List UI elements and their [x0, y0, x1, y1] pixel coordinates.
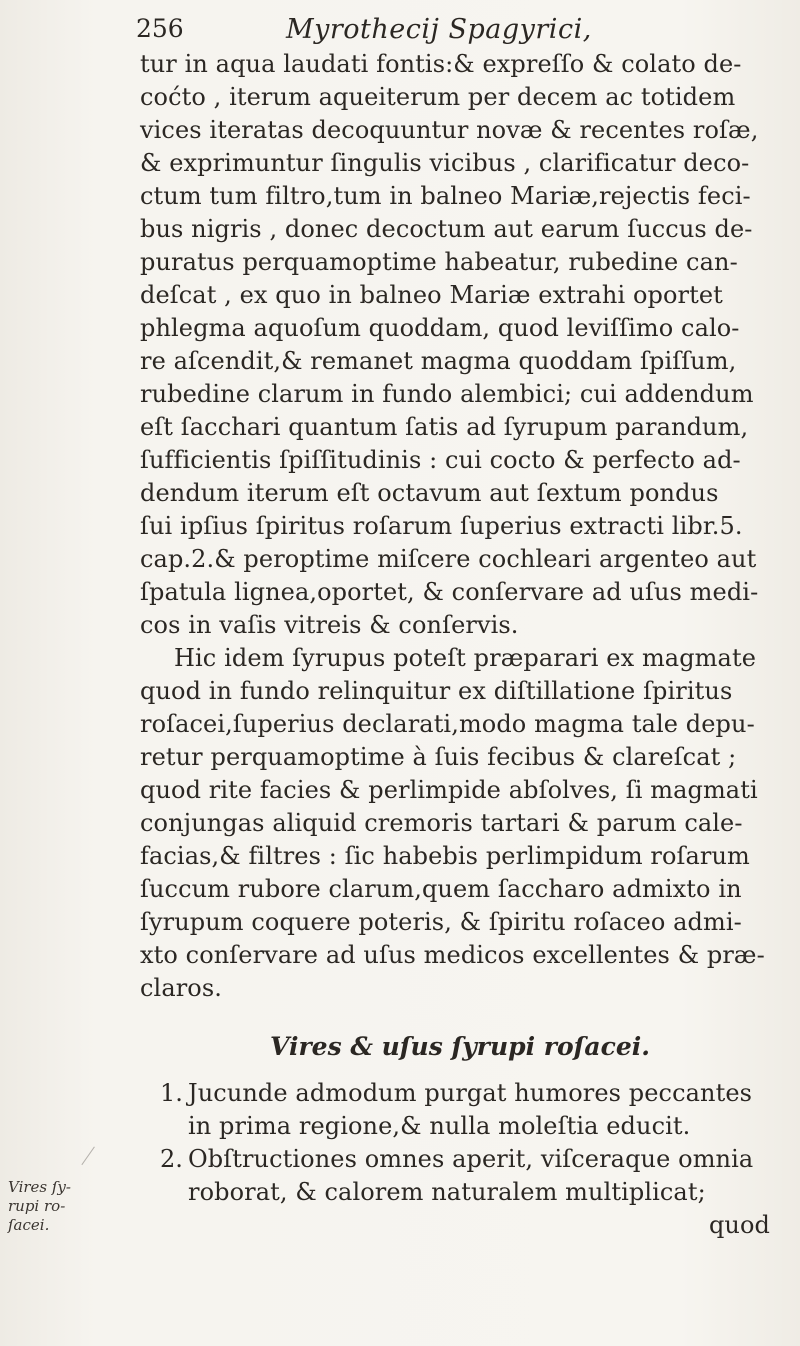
text-line: xto conſervare ad uſus medicos excellentes & præ- — [140, 941, 765, 969]
page-number: 256 — [136, 14, 184, 43]
text-line: Jucunde admodum purgat humores peccantes — [188, 1079, 753, 1107]
text-line: roſacei,ſuperius declarati,modo magma tale depu- — [140, 710, 755, 738]
text-line: bus nigris , donec decoctum aut earum ſuccus de- — [140, 215, 753, 243]
margin-note — [8, 1178, 78, 1235]
text-line: ſpatula lignea,oportet, & conſervare ad uſus medi- — [140, 578, 759, 606]
list-number: 2. — [160, 1145, 183, 1173]
text-line: cos in vaſis vitreis & conſervis. — [140, 611, 519, 639]
text-line: tur in aqua laudati fontis:& expreſſo & colato de- — [140, 50, 742, 78]
text-line: vices iteratas decoquuntur novæ & recentes roſæ, — [140, 116, 759, 144]
catchword: quod — [708, 1211, 770, 1239]
list-item — [140, 1143, 780, 1209]
text-line: eſt ſacchari quantum ſatis ad ſyrupum parandum, — [140, 413, 749, 441]
list-item — [140, 1077, 780, 1143]
text-line: Obſtructiones omnes aperit, viſceraque omnia — [188, 1145, 754, 1173]
text-line: roborat, & calorem naturalem multiplicat; — [188, 1178, 706, 1206]
text-line: facias,& filtres : ſic habebis perlimpidum roſarum — [140, 842, 750, 870]
text-line: conjungas aliquid cremoris tartari & parum cale- — [140, 809, 743, 837]
margin-note-line: rupi ro- — [8, 1197, 66, 1215]
list-number: 1. — [160, 1079, 183, 1107]
text-line: retur perquamoptime à ſuis fecibus & clareſcat ; — [140, 743, 737, 771]
text-line: cap.2.& peroptime miſcere cochleari argenteo aut — [140, 545, 757, 573]
text-line: deſcat , ex quo in balneo Mariæ extrahi oportet — [140, 281, 723, 309]
text-line: & exprimuntur ſingulis vicibus , clarificatur deco- — [140, 149, 750, 177]
text-line: quod rite facies & perlimpide abſolves, ſi magmati — [140, 776, 758, 804]
pencil-mark — [81, 1147, 109, 1176]
body-text — [140, 48, 780, 1242]
section-heading: Vires & uſus ſyrupi roſacei. — [270, 1032, 650, 1061]
text-line: Hic idem ſyrupus poteſt præparari ex magmate — [174, 644, 756, 672]
text-line: ctum tum filtro,tum in balneo Mariæ,rejectis feci- — [140, 182, 751, 210]
margin-note-line: ſacei. — [8, 1216, 50, 1234]
text-line: ſuccum rubore clarum,quem ſaccharo admixto in — [140, 875, 742, 903]
paragraph-2 — [140, 642, 780, 1005]
text-line: dendum iterum eſt octavum aut ſextum pondus — [140, 479, 719, 507]
text-line: phlegma aquoſum quoddam, quod leviſſimo calo- — [140, 314, 740, 342]
margin-note-line: Vires ſy- — [8, 1178, 71, 1196]
text-line: coćto , iterum aqueiterum per decem ac totidem — [140, 83, 736, 111]
text-line: claros. — [140, 974, 222, 1002]
text-line: in prima regione,& nulla moleſtia educit. — [188, 1112, 691, 1140]
text-line: ſyrupum coquere poteris, & ſpiritu roſaceo admi- — [140, 908, 742, 936]
text-line: puratus perquamoptime habeatur, rubedine can- — [140, 248, 738, 276]
text-line: quod in fundo relinquitur ex diſtillatione ſpiritus — [140, 677, 733, 705]
text-line: ſufficientis ſpiſſitudinis : cui cocto & perfecto ad- — [140, 446, 741, 474]
text-line: re aſcendit,& remanet magma quoddam ſpiſſum, — [140, 347, 737, 375]
text-line: ſui ipſius ſpiritus roſarum ſuperius extracti libr.5. — [140, 512, 743, 540]
numbered-list — [140, 1077, 780, 1209]
running-head: Myrothecij Spagyrici, — [286, 14, 592, 45]
text-line: rubedine clarum in fundo alembici; cui addendum — [140, 380, 754, 408]
paragraph-1 — [140, 48, 780, 642]
